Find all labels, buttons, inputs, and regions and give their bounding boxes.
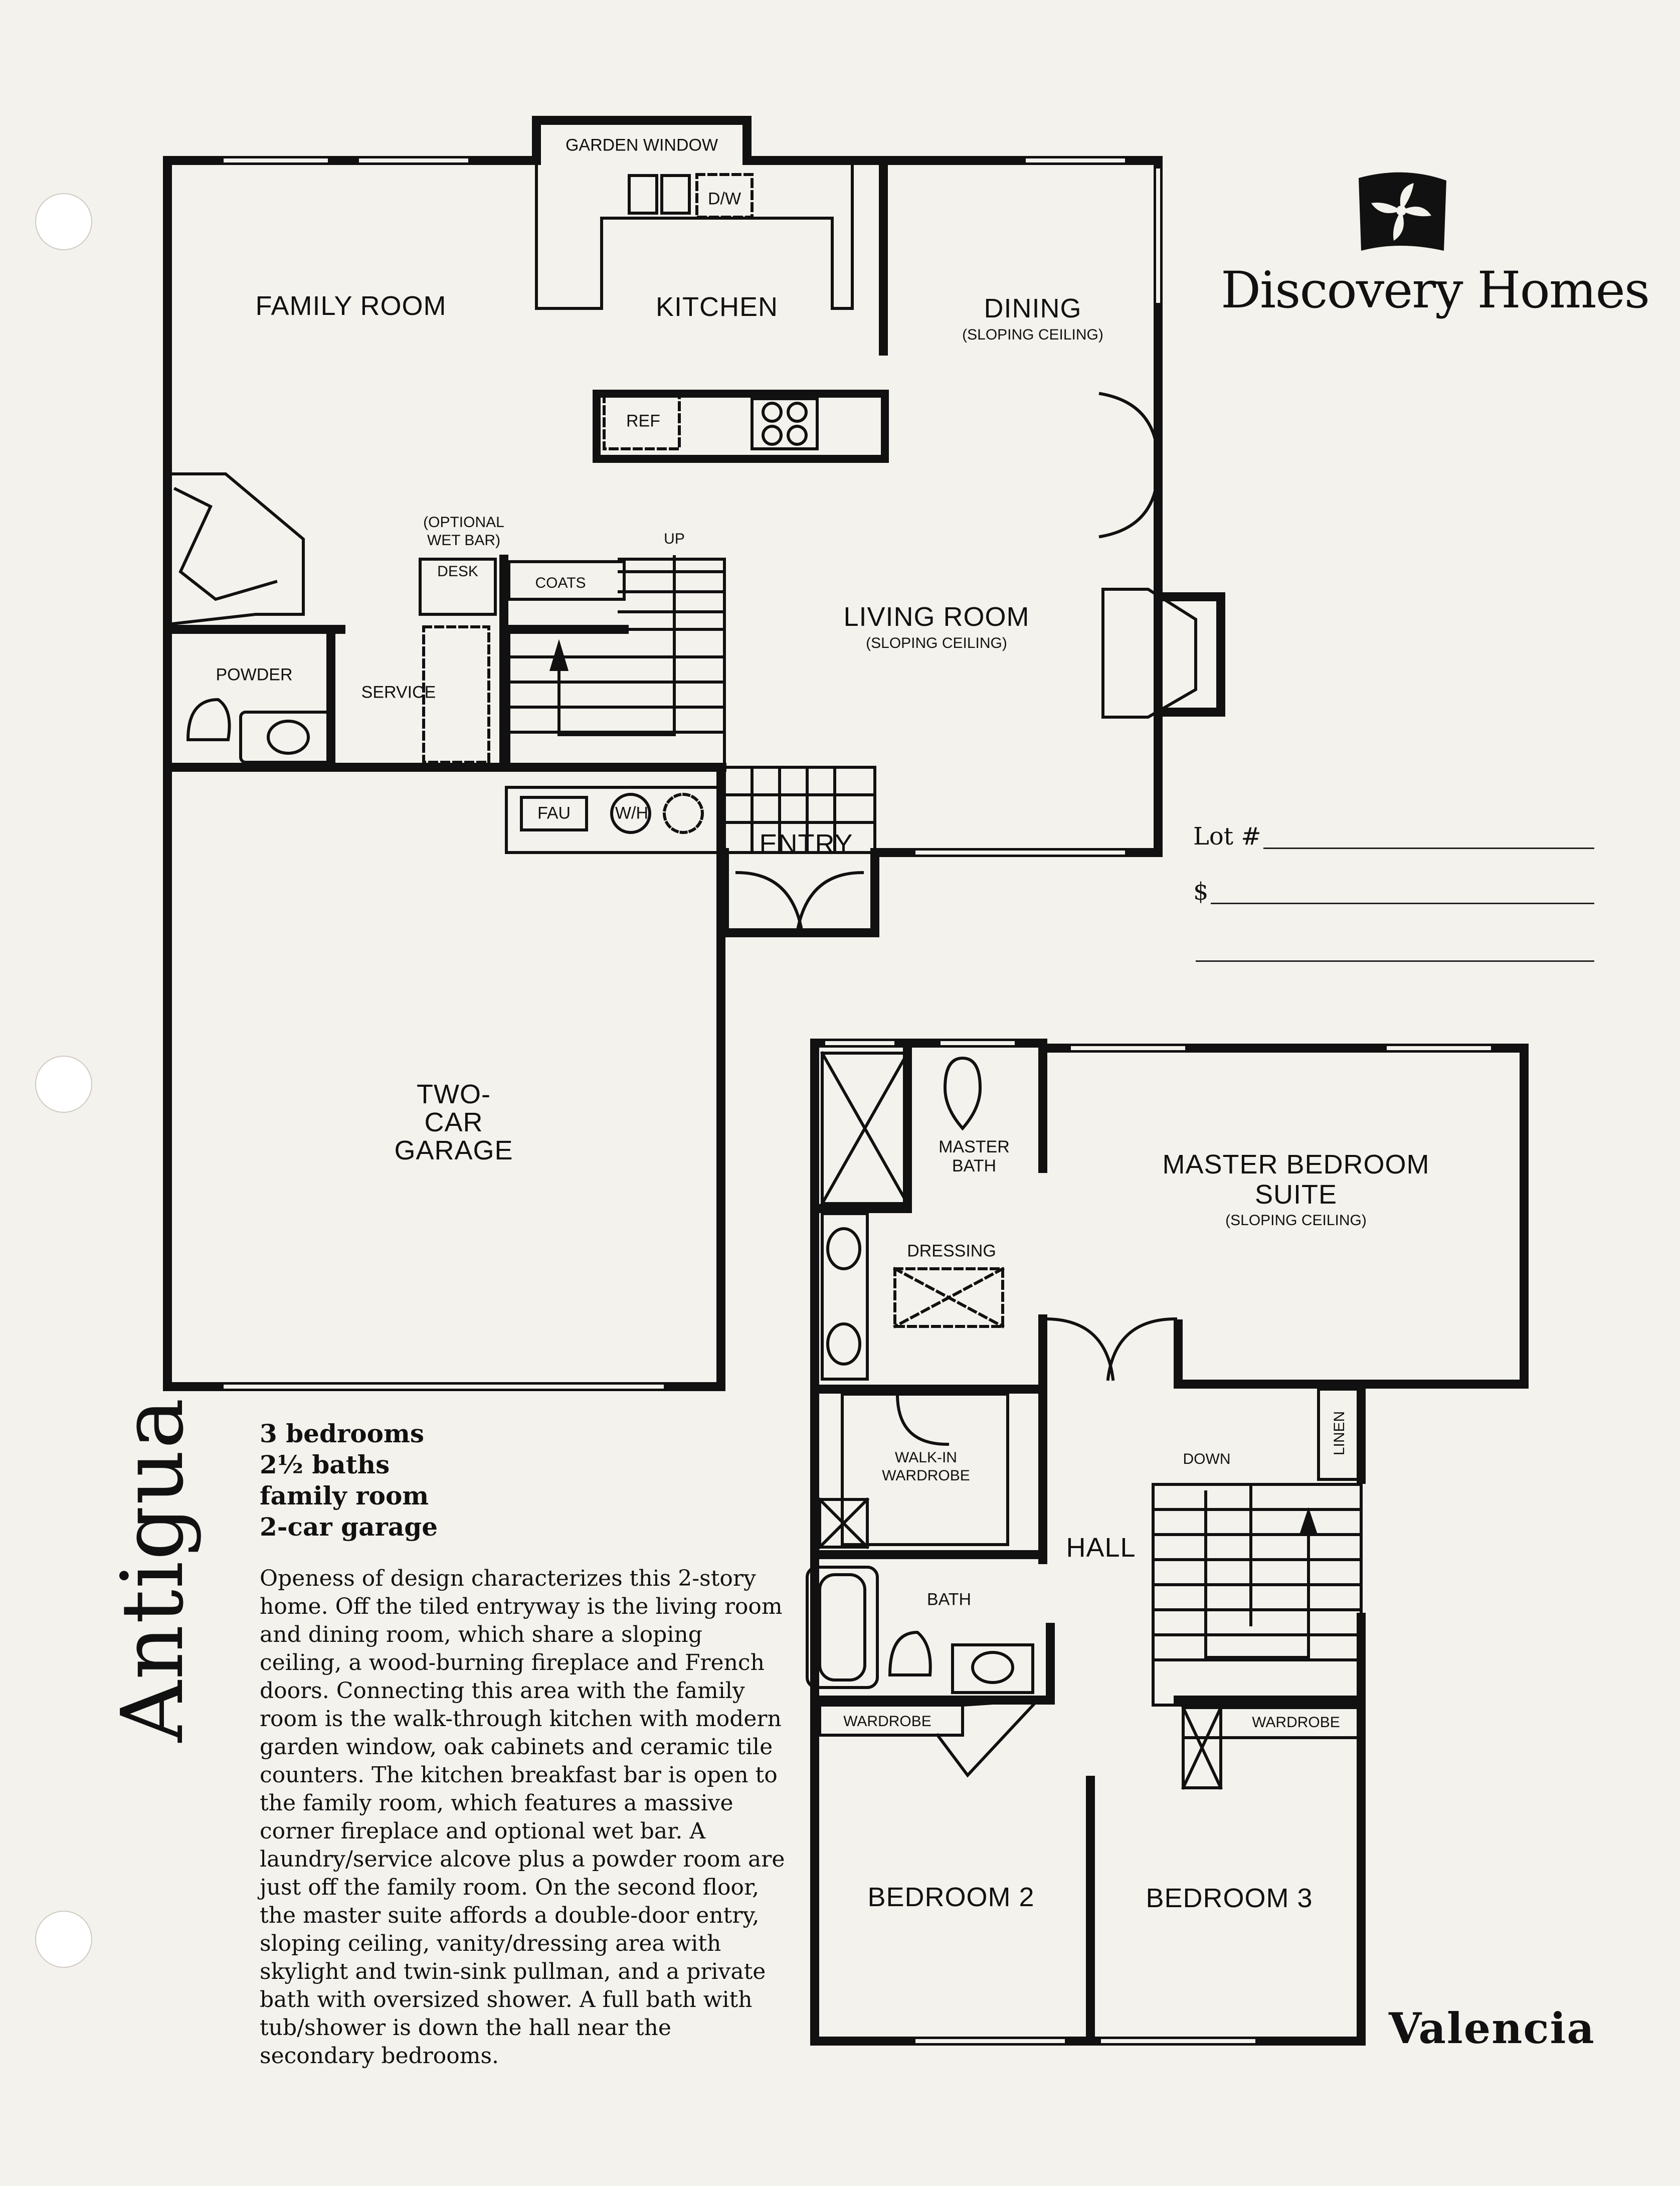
living-note: (SLOPING CEILING) [866,635,1007,651]
blank-line [1196,960,1594,962]
garage-label: TWO-CAR GARAGE [394,1079,513,1165]
garden-window-label: GARDEN WINDOW [565,135,718,155]
dining-note: (SLOPING CEILING) [962,326,1103,343]
master-bath-label: MASTER BATH [939,1137,1010,1175]
dishwasher-label: D/W [707,189,741,209]
price-line [1211,903,1594,904]
service-label: SERVICE [361,683,436,702]
powder-label: POWDER [216,665,293,685]
lot-label: Lot # [1193,822,1261,851]
bedroom-3-label: BEDROOM 3 [1146,1883,1313,1913]
price-label: $ [1193,878,1209,906]
living-room-label: LIVING ROOM [843,602,1030,632]
entry-label: ENTRY [759,829,853,859]
brand-name: Discovery Homes [1221,261,1649,319]
master-note: (SLOPING CEILING) [1225,1212,1367,1229]
feature-garage: 2-car garage [260,1512,438,1542]
dressing-label: DRESSING [907,1241,996,1261]
water-heater-label: W/H [615,803,649,823]
desk-label: DESK [437,563,478,580]
description-paragraph: Openess of design characterizes this 2-story home. Off the tiled entryway is the living room and dining room, which share a sloping ceiling, a wood-burning fireplace and French doors. Connecting this area with the family room is the walk-through kitchen with modern garden window, oak cabinets and ceramic tile counters. The kitchen breakfast bar is open to the family room, which features a massive corner fireplace and optional wet bar. A laundry/service alcove plus a powder room are just off the family room. On the second floor, the master suite affords a double-door entry, sloping ceiling, vanity/dressing area with skylight and twin-sink pullman, and a private bath with oversized shower. A full bath with tub/shower is down the hall near the secondary bedrooms. [260,1566,785,2069]
collection-name: Valencia [1389,2003,1595,2053]
up-label: UP [664,531,685,547]
optional-wet-bar-label: (OPTIONAL WET BAR) [423,514,504,549]
kitchen-label: KITCHEN [655,292,779,322]
feature-family-room: family room [260,1481,429,1510]
feature-baths: 2½ baths [260,1450,390,1479]
linen-label: LINEN [1331,1411,1348,1456]
master-suite-label: MASTER BEDROOM SUITE [1162,1149,1430,1210]
family-room-label: FAMILY ROOM [255,291,447,321]
bath-label: BATH [926,1590,972,1609]
feature-bedrooms: 3 bedrooms [260,1419,425,1448]
down-label: DOWN [1183,1451,1231,1467]
first-floor-details [167,160,1196,1387]
hall-label: HALL [1066,1533,1136,1563]
pinwheel-flag-icon [1354,168,1449,253]
feature-list [260,1418,438,1543]
wardrobe-2-label: WARDROBE [843,1713,931,1730]
wardrobe-3-label: WARDROBE [1252,1714,1340,1731]
dining-label: DINING [984,293,1082,323]
fau-label: FAU [537,803,571,823]
lot-line [1263,848,1594,849]
model-name: Antigua [103,1397,203,1743]
bedroom-2-label: BEDROOM 2 [867,1882,1035,1912]
refrigerator-label: REF [626,411,660,431]
coats-label: COATS [535,575,586,591]
walk-in-wardrobe-label: WALK-IN WARDROBE [882,1449,970,1484]
